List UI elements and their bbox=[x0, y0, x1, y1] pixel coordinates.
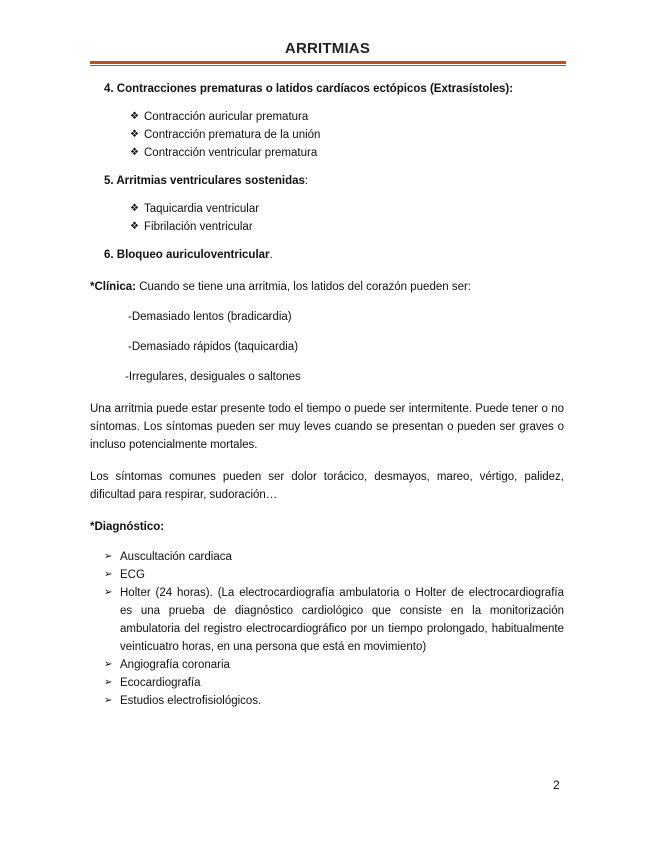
list-item: ❖ Contracción auricular prematura bbox=[130, 108, 564, 126]
diagnostico-list bbox=[104, 548, 564, 710]
section-4-list bbox=[130, 108, 564, 162]
list-item: ➢ Auscultación cardiaca bbox=[104, 548, 564, 566]
page-number: 2 bbox=[553, 778, 560, 792]
arrow-bullet-icon: ➢ bbox=[104, 659, 113, 670]
list-item: ❖ Contracción prematura de la unión bbox=[130, 126, 564, 144]
clinica-item: -Demasiado rápidos (taquicardia) bbox=[128, 341, 299, 353]
list-item: ❖ Fibrilación ventricular bbox=[130, 218, 564, 236]
document-body bbox=[90, 80, 564, 710]
arrow-bullet-icon: ➢ bbox=[104, 695, 113, 706]
list-item: ➢ Angiografía coronaria bbox=[104, 656, 564, 674]
arrow-bullet-icon: ➢ bbox=[104, 569, 113, 580]
arrow-bullet-icon: ➢ bbox=[104, 677, 113, 688]
list-item: ❖ Taquicardia ventricular bbox=[130, 200, 564, 218]
clinica-item: -Irregulares, desiguales o saltones bbox=[125, 371, 301, 383]
list-item: ➢ Estudios electrofisiológicos. bbox=[104, 692, 564, 710]
list-item: ➢ ECG bbox=[104, 566, 564, 584]
paragraph: Los síntomas comunes pueden ser dolor torácico, desmayos, mareo, vértigo, palidez, dificultad para respirar, sudoración… bbox=[90, 471, 564, 501]
section-6-heading: 6. Bloqueo auriculoventricular. bbox=[104, 249, 273, 261]
clinica-item: -Demasiado lentos (bradicardia) bbox=[128, 311, 292, 323]
list-item: ❖ Contracción ventricular prematura bbox=[130, 144, 564, 162]
paragraph: Una arritmia puede estar presente todo el tiempo o puede ser intermitente. Puede tener o no síntomas. Los síntomas pueden ser muy leves cuando se presentan o pueden ser graves o incluso potencialmente mortales. bbox=[90, 403, 564, 451]
diamond-bullet-icon: ❖ bbox=[130, 203, 139, 214]
arrow-bullet-icon: ➢ bbox=[104, 587, 113, 598]
list-item: ➢ Ecocardiografía bbox=[104, 674, 564, 692]
clinica-intro: *Clínica: Cuando se tiene una arritmia, los latidos del corazón pueden ser: bbox=[90, 281, 471, 293]
diamond-bullet-icon: ❖ bbox=[130, 147, 139, 158]
list-item: ➢ Holter (24 horas). (La electrocardiografía ambulatoria o Holter de electrocardiografía es una prueba de diagnóstico cardiológico que consiste en la monitorización ambulatoria del registro electrocardiográfico por un tiempo prolongado, habitualmente veinticuatro horas, en una persona que está en movimiento) bbox=[104, 584, 564, 656]
section-5-list bbox=[130, 200, 564, 236]
header-rule-thick bbox=[90, 61, 566, 64]
diamond-bullet-icon: ❖ bbox=[130, 221, 139, 232]
arrow-bullet-icon: ➢ bbox=[104, 551, 113, 562]
section-5-heading: 5. Arritmias ventriculares sostenidas: bbox=[104, 175, 309, 187]
diagnostico-heading: *Diagnóstico: bbox=[90, 521, 165, 533]
header-rule-thin bbox=[90, 65, 566, 66]
diamond-bullet-icon: ❖ bbox=[130, 129, 139, 140]
header-title: ARRITMIAS bbox=[284, 40, 371, 57]
section-4-heading: 4. Contracciones prematuras o latidos cardíacos ectópicos (Extrasístoles): bbox=[104, 83, 514, 95]
clinica-label: *Clínica: bbox=[90, 281, 137, 293]
diamond-bullet-icon: ❖ bbox=[130, 111, 139, 122]
